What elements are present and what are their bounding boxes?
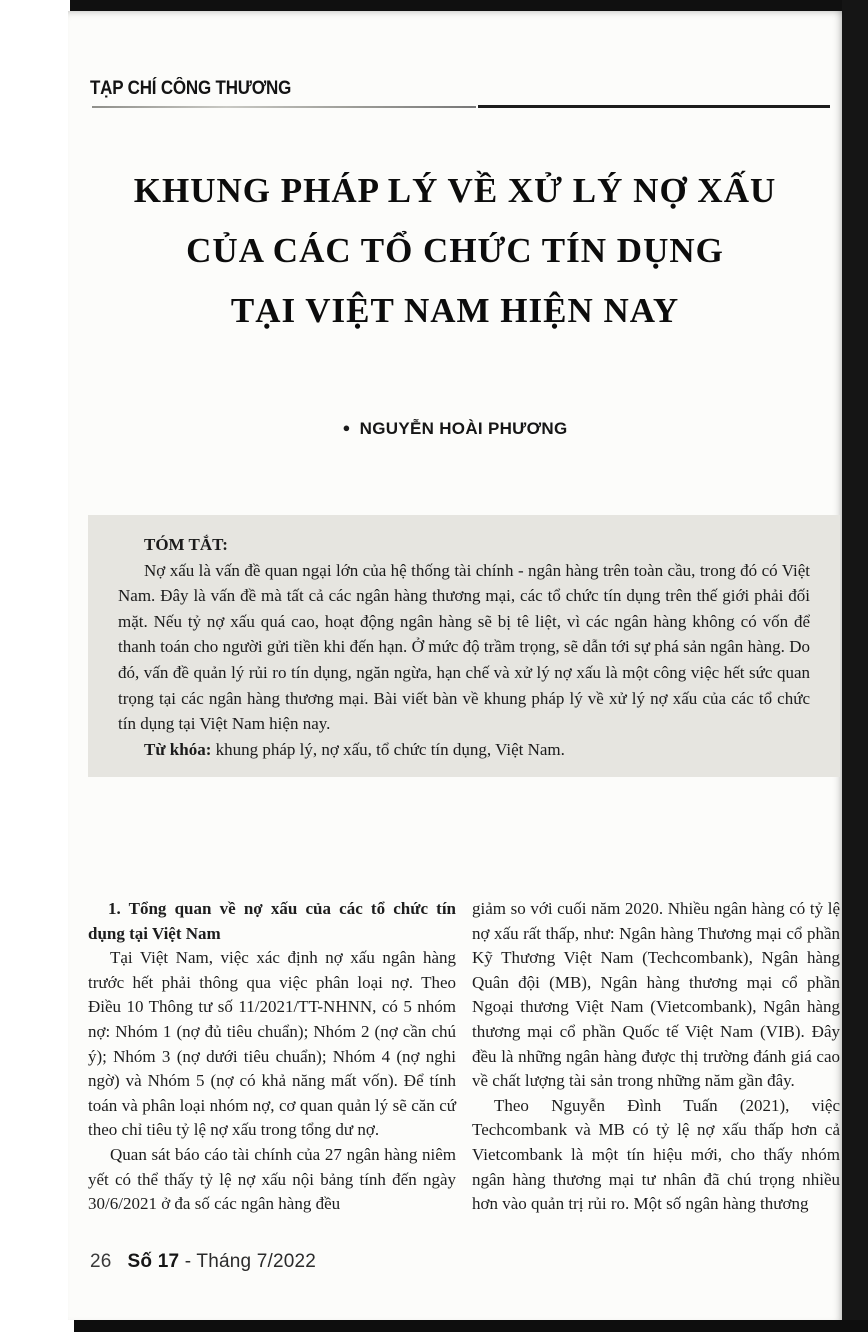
body-paragraph: Theo Nguyễn Đình Tuấn (2021), việc Techcombank và MB có tỷ lệ nợ xấu thấp hơn cả Vietcombank là một tín hiệu mới, cho thấy nhóm ngân hàng thương mại tư nhân đã chú trọng nhiều hơn vào quản trị rủi ro. Một số ngân hàng thương <box>472 1095 840 1214</box>
header-rule <box>478 105 830 108</box>
section-heading: 1. Tổng quan về nợ xấu của các tổ chức tín dụng tại Việt Nam <box>88 899 456 943</box>
abstract-box <box>88 515 840 777</box>
body-column-right <box>472 897 840 1217</box>
article-body <box>88 897 840 1217</box>
header-rule-faded <box>92 106 476 108</box>
author-line <box>68 419 842 439</box>
author-bullet-icon: ● <box>342 420 351 435</box>
issue-label: Số 17 <box>127 1251 180 1272</box>
scan-edge-bottom <box>74 1320 868 1332</box>
page-footer <box>90 1251 316 1273</box>
abstract-heading: TÓM TẮT: <box>144 535 228 554</box>
author-name: NGUYỄN HOÀI PHƯƠNG <box>359 419 568 438</box>
body-column-left <box>88 897 456 1217</box>
scan-edge-top <box>70 0 868 11</box>
keywords-label: Từ khóa: <box>144 739 212 759</box>
scan-edge-right <box>842 0 868 1332</box>
abstract-keywords <box>118 737 810 763</box>
article-title-line1: KHUNG PHÁP LÝ VỀ XỬ LÝ NỢ XẤU <box>133 171 777 210</box>
body-paragraph: Quan sát báo cáo tài chính của 27 ngân hàng niêm yết có thể thấy tỷ lệ nợ xấu nội bảng tính đến ngày 30/6/2021 ở đa số các ngân hàng đều <box>88 1144 456 1214</box>
body-paragraph: Tại Việt Nam, việc xác định nợ xấu ngân hàng trước hết phải thông qua việc phân loại nợ. Theo Điều 10 Thông tư số 11/2021/TT-NHNN, có 5 nhóm nợ: Nhóm 1 (nợ đủ tiêu chuẩn); Nhóm 2 (nợ cần chú ý); Nhóm 3 (nợ dưới tiêu chuẩn); Nhóm 4 (nợ nghi ngờ) và Nhóm 5 (nợ có khả năng mất vốn). Để tính toán và phân loại nhóm nợ, cơ quan quản lý sẽ căn cứ theo chỉ tiêu tỷ lệ nợ xấu trong tổng dư nợ. <box>88 948 456 1140</box>
page-number: 26 <box>90 1251 112 1272</box>
article-title <box>68 161 842 341</box>
issue-suffix: - Tháng 7/2022 <box>179 1251 317 1272</box>
journal-page <box>68 11 842 1320</box>
article-title-line2: CỦA CÁC TỔ CHỨC TÍN DỤNG <box>186 231 724 270</box>
body-paragraph: giảm so với cuối năm 2020. Nhiều ngân hàng có tỷ lệ nợ xấu rất thấp, như: Ngân hàng Thương mại cổ phần Kỹ Thương Việt Nam (Techcombank), Ngân hàng Quân đội (MB), Ngân hàng thương mại cổ phần Ngoại thương Việt Nam (Vietcombank), Ngân hàng thương mại cổ phần Quốc tế Việt Nam (VIB). Đây đều là những ngân hàng được thị trường đánh giá cao về chất lượng tài sản trong những năm gần đây. <box>472 899 840 1091</box>
keywords-text: khung pháp lý, nợ xấu, tổ chức tín dụng, Việt Nam. <box>211 739 565 759</box>
abstract-body: Nợ xấu là vấn đề quan ngại lớn của hệ thống tài chính - ngân hàng trên toàn cầu, trong đó có Việt Nam. Đây là vấn đề mà tất cả các ngân hàng thương mại, các tổ chức tín dụng trên thế giới phải đối mặt. Nếu tỷ nợ xấu quá cao, hoạt động ngân hàng sẽ bị tê liệt, vì các ngân hàng không có vốn để thanh toán cho người gửi tiền khi đến hạn. Ở mức độ trầm trọng, sẽ dẫn tới sự phá sản ngân hàng. Do đó, vấn đề quản lý rủi ro tín dụng, ngăn ngừa, hạn chế và xử lý nợ xấu là một công việc hết sức quan trọng tại các ngân hàng thương mại. Bài viết bàn về khung pháp lý về xử lý nợ xấu của các tổ chức tín dụng tại Việt Nam hiện nay. <box>118 560 810 734</box>
journal-name: TẠP CHÍ CÔNG THƯƠNG <box>90 77 292 99</box>
article-title-line3: TẠI VIỆT NAM HIỆN NAY <box>230 291 680 330</box>
